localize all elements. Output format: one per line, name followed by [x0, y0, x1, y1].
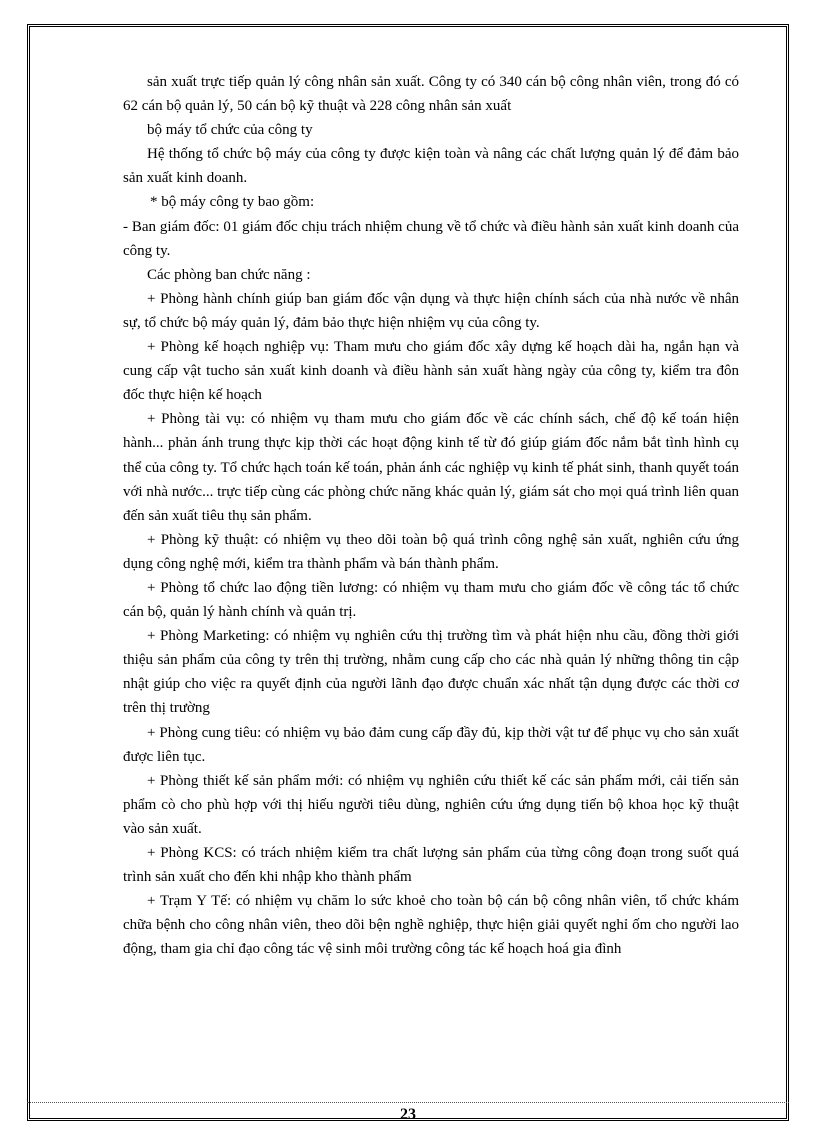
list-item-medical-station: + Trạm Y Tế: có nhiệm vụ chăm lo sức khoẻ cho toàn bộ cán bộ công nhân viên, tổ chức khám chữa bệnh cho công nhân viên, theo dõi bện nghề nghiệp, thực hiện giải quyết nghỉ ốm cho người lao động, tham gia chỉ đạo công tác vệ sinh môi trường công tác kế hoạch hoá gia đình — [123, 893, 739, 958]
list-item-kcs-department: + Phòng KCS: có trách nhiệm kiểm tra chất lượng sản phẩm của từng công đoạn trong suốt quá trình sản xuất cho đến khi nhập kho thành phẩm — [123, 845, 739, 886]
document-body — [123, 70, 739, 961]
list-item-planning-department: + Phòng kế hoạch nghiệp vụ: Tham mưu cho giám đốc xây dựng kế hoạch dài ha, ngắn hạn và cung cấp vật tucho sản xuất kinh doanh và điều hành sản xuất hàng ngày của công ty, kiểm tra đôn đốc thực hiện kế hoạch — [123, 339, 739, 404]
list-item-finance-department: + Phòng tài vụ: có nhiệm vụ tham mưu cho giám đốc về các chính sách, chế độ kế toán hiện hành... phản ánh trung thực kịp thời các hoạt động kinh tế từ đó giúp giám đốc nắm bắt tình hình cụ thể của công ty. Tổ chức hạch toán kế toán, phản ánh các nghiệp vụ kinh tế phát sinh, thanh quyết toán với nhà nước... trực tiếp cùng các phòng chức năng khác quản lý, giám sát cho mọi quá trình liên quan đến sản xuất tiêu thụ sản phẩm. — [123, 411, 739, 524]
page-number: 23 — [400, 1106, 416, 1123]
list-item-admin-department: + Phòng hành chính giúp ban giám đốc vận dụng và thực hiện chính sách của nhà nước về nhân sự, tổ chức bộ máy quản lý, đảm bảo thực hiện nhiệm vụ của công ty. — [123, 290, 739, 331]
paragraph-departments-heading: Các phòng ban chức năng : — [147, 266, 311, 283]
list-item-design-department: + Phòng thiết kế sản phẩm mới: có nhiệm vụ nghiên cứu thiết kế các sản phẩm mới, cải tiến sản phẩm cò cho phù hợp với thị hiếu người tiêu dùng, nghiên cứu ứng dụng tiến bộ khoa học kỹ thuật vào sản xuất. — [123, 772, 739, 837]
list-item-marketing-department: + Phòng Marketing: có nhiệm vụ nghiên cứu thị trường tìm và phát hiện nhu cầu, đồng thời giới thiệu sản phẩm của công ty trên thị trường, nhằm cung cấp cho các nhà quản lý những thông tin cập nhật giúp cho việc ra quyết định của người lãnh đạo được chuẩn xác nhất tận dụng được các thời cơ trên thị trường — [123, 628, 739, 717]
paragraph-workforce: sản xuất trực tiếp quản lý công nhân sản xuất. Công ty có 340 cán bộ công nhân viên, trong đó có 62 cán bộ quản lý, 50 cán bộ kỹ thuật và 228 công nhân sản xuất — [123, 74, 739, 115]
list-item-supply-department: + Phòng cung tiêu: có nhiệm vụ bảo đảm cung cấp đầy đủ, kịp thời vật tư để phục vụ cho sản xuất được liên tục. — [123, 724, 739, 765]
list-item-technical-department: + Phòng kỹ thuật: có nhiệm vụ theo dõi toàn bộ quá trình công nghệ sản xuất, nghiên cứu ứng dụng công nghệ mới, kiểm tra thành phẩm và bán thành phẩm. — [123, 531, 739, 572]
footer-divider — [27, 1102, 789, 1103]
list-item-labor-department: + Phòng tổ chức lao động tiền lương: có nhiệm vụ tham mưu cho giám đốc về công tác tổ chức cán bộ, quản lý hành chính và quản trị. — [123, 579, 739, 621]
paragraph-org-heading: bộ máy tổ chức của công ty — [147, 122, 313, 139]
paragraph-board-of-directors: - Ban giám đốc: 01 giám đốc chịu trách nhiệm chung về tổ chức và điều hành sản xuất kinh doanh của công ty. — [123, 218, 739, 259]
paragraph-org-system: Hệ thống tổ chức bộ máy của công ty được kiện toàn và nâng các chất lượng quản lý để đảm bảo sản xuất kinh doanh. — [123, 146, 739, 187]
paragraph-structure-intro: * bộ máy công ty bao gồm: — [150, 194, 315, 211]
